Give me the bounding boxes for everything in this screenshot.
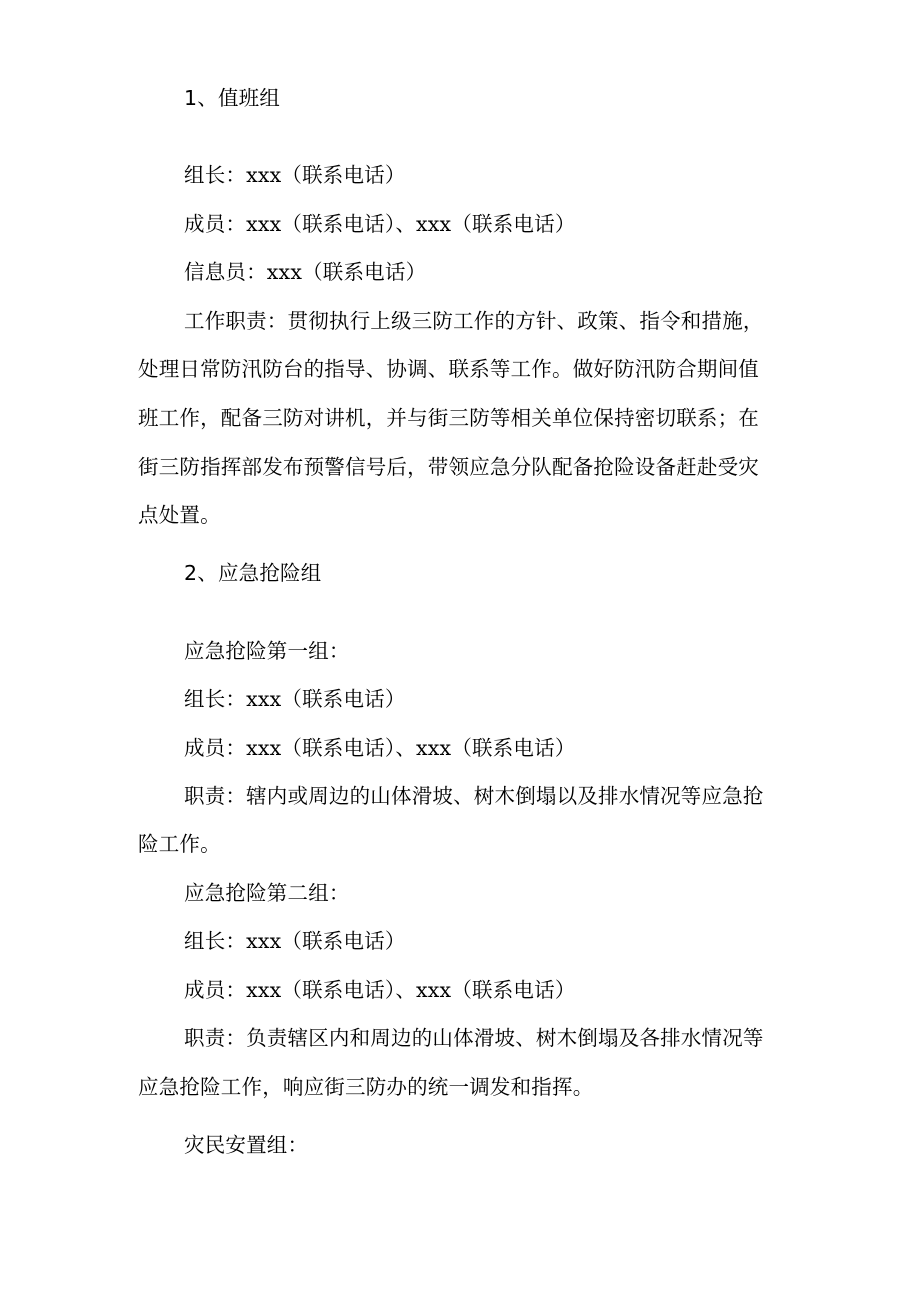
duty-group-duties-line: 点处置。: [138, 503, 221, 527]
duty-group-members: 成员：xxx（联系电话）、xxx（联系电话）: [184, 212, 576, 236]
duty-group-info-officer: 信息员：xxx（联系电话）: [184, 260, 427, 284]
section-heading-duty-group: 1、值班组: [184, 86, 281, 110]
section-heading-emergency-group: 2、应急抢险组: [184, 561, 322, 585]
emergency-group-1-title: 应急抢险第一组：: [184, 639, 350, 663]
emergency-group-2-members: 成员：xxx（联系电话）、xxx（联系电话）: [184, 978, 576, 1002]
duty-group-duties-line: 街三防指挥部发布预警信号后，带领应急分队配备抢险设备赶赴受灾: [138, 455, 759, 479]
emergency-group-2-duties-line: 职责：负责辖区内和周边的山体滑坡、树木倒塌及各排水情况等: [184, 1026, 764, 1050]
emergency-group-2-title: 应急抢险第二组：: [184, 881, 350, 905]
duty-group-duties-line: 工作职责：贯彻执行上级三防工作的方针、政策、指令和措施，: [184, 309, 764, 333]
emergency-group-2-leader: 组长：xxx（联系电话）: [184, 929, 406, 953]
emergency-group-2-duties-line: 应急抢险工作，响应街三防办的统一调发和指挥。: [138, 1075, 594, 1099]
resettlement-group-title: 灾民安置组：: [184, 1133, 309, 1157]
duty-group-duties-line: 处理日常防汛防台的指导、协调、联系等工作。做好防汛防合期间值: [138, 357, 759, 381]
duty-group-leader: 组长：xxx（联系电话）: [184, 163, 406, 187]
emergency-group-1-members: 成员：xxx（联系电话）、xxx（联系电话）: [184, 736, 576, 760]
emergency-group-1-duties-line: 职责：辖内或周边的山体滑坡、树木倒塌以及排水情况等应急抢: [184, 784, 764, 808]
emergency-group-1-duties-line: 险工作。: [138, 832, 221, 856]
duty-group-duties-line: 班工作，配备三防对讲机，并与街三防等相关单位保持密切联系；在: [138, 406, 759, 430]
emergency-group-1-leader: 组长：xxx（联系电话）: [184, 687, 406, 711]
